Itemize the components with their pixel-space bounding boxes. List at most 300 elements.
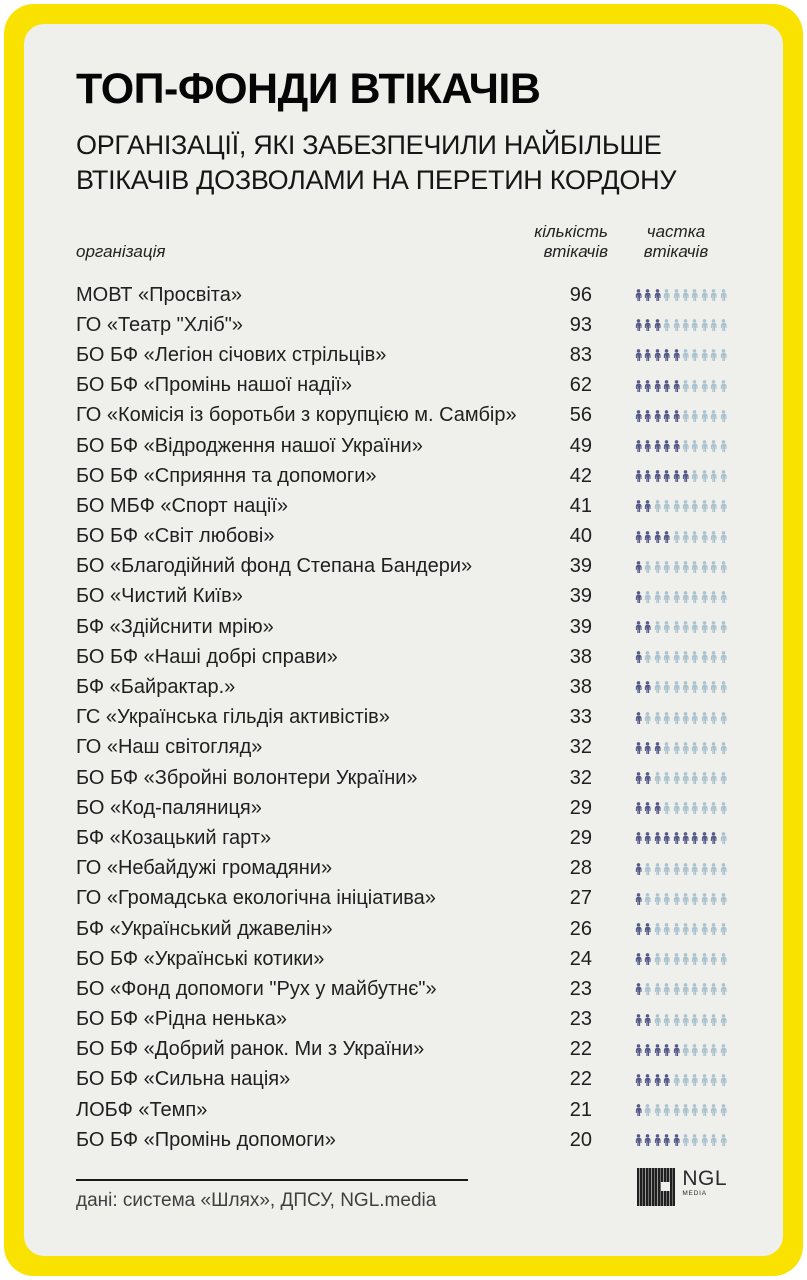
person-icon	[634, 410, 643, 422]
org-name: БО «Код-паляниця»	[76, 796, 262, 819]
count-value: 38	[569, 676, 592, 699]
person-icon	[653, 410, 662, 422]
table-row	[76, 1035, 731, 1065]
footer	[76, 1179, 468, 1212]
person-icon	[709, 349, 718, 361]
table-row	[76, 1095, 731, 1125]
count-value: 39	[569, 555, 592, 578]
person-icon	[653, 1104, 662, 1116]
share-pictogram	[634, 923, 731, 935]
person-icon	[672, 651, 681, 663]
person-icon	[690, 531, 699, 543]
share-pictogram	[634, 1044, 731, 1056]
person-icon	[653, 561, 662, 573]
person-icon	[709, 289, 718, 301]
person-icon	[709, 470, 718, 482]
count-value: 83	[569, 343, 592, 366]
count-value: 28	[569, 857, 592, 880]
person-icon	[700, 712, 709, 724]
person-icon	[690, 832, 699, 844]
count-value: 32	[569, 736, 592, 759]
person-icon	[634, 531, 643, 543]
org-name: БО БФ «Промінь допомоги»	[76, 1128, 336, 1151]
person-icon	[653, 319, 662, 331]
person-icon	[681, 440, 690, 452]
share-pictogram	[634, 470, 731, 482]
person-icon	[700, 380, 709, 392]
table-row	[76, 371, 731, 401]
person-icon	[681, 531, 690, 543]
person-icon	[662, 1134, 671, 1146]
person-icon	[709, 500, 718, 512]
person-icon	[634, 380, 643, 392]
person-icon	[690, 893, 699, 905]
person-icon	[700, 681, 709, 693]
table-row	[76, 763, 731, 793]
person-icon	[672, 1134, 681, 1146]
person-icon	[672, 319, 681, 331]
org-name: БО МБФ «Спорт нації»	[76, 494, 289, 517]
person-icon	[672, 923, 681, 935]
person-icon	[709, 410, 718, 422]
person-icon	[643, 893, 652, 905]
person-icon	[653, 802, 662, 814]
person-icon	[643, 349, 652, 361]
person-icon	[672, 1074, 681, 1086]
person-icon	[681, 863, 690, 875]
page-subtitle	[76, 128, 731, 198]
person-icon	[719, 681, 728, 693]
person-icon	[653, 440, 662, 452]
person-icon	[672, 289, 681, 301]
person-icon	[672, 802, 681, 814]
logo-subname: MEDIA	[682, 1190, 707, 1197]
person-icon	[662, 893, 671, 905]
person-icon	[643, 712, 652, 724]
share-pictogram	[634, 802, 731, 814]
person-icon	[700, 772, 709, 784]
person-icon	[690, 349, 699, 361]
table-row	[76, 1125, 731, 1155]
ngl-barcode-icon	[637, 1168, 675, 1206]
person-icon	[690, 500, 699, 512]
person-icon	[653, 742, 662, 754]
person-icon	[709, 983, 718, 995]
person-icon	[709, 863, 718, 875]
org-name: ГО «Небайдужі громадяни»	[76, 857, 333, 880]
person-icon	[653, 832, 662, 844]
table-row	[76, 642, 731, 672]
table-row	[76, 340, 731, 370]
share-pictogram	[634, 289, 731, 301]
rows	[76, 280, 731, 1155]
person-icon	[634, 983, 643, 995]
person-icon	[672, 500, 681, 512]
person-icon	[700, 1044, 709, 1056]
count-value: 38	[569, 645, 592, 668]
person-icon	[634, 681, 643, 693]
person-icon	[700, 500, 709, 512]
person-icon	[653, 621, 662, 633]
person-icon	[643, 500, 652, 512]
person-icon	[662, 681, 671, 693]
person-icon	[709, 621, 718, 633]
person-icon	[719, 531, 728, 543]
share-pictogram	[634, 531, 731, 543]
person-icon	[672, 681, 681, 693]
person-icon	[643, 561, 652, 573]
person-icon	[719, 923, 728, 935]
person-icon	[709, 742, 718, 754]
table-row	[76, 672, 731, 702]
person-icon	[681, 319, 690, 331]
person-icon	[719, 470, 728, 482]
person-icon	[634, 923, 643, 935]
person-icon	[681, 832, 690, 844]
person-icon	[653, 953, 662, 965]
person-icon	[634, 621, 643, 633]
person-icon	[662, 712, 671, 724]
person-icon	[719, 863, 728, 875]
count-value: 33	[569, 706, 592, 729]
org-name: МОВТ «Просвіта»	[76, 283, 242, 306]
org-name: БО БФ «Збройні волонтери України»	[76, 766, 418, 789]
person-icon	[634, 742, 643, 754]
person-icon	[643, 923, 652, 935]
person-icon	[643, 621, 652, 633]
person-icon	[634, 349, 643, 361]
table-row	[76, 552, 731, 582]
person-icon	[672, 893, 681, 905]
person-icon	[709, 591, 718, 603]
person-icon	[700, 832, 709, 844]
table-row	[76, 612, 731, 642]
person-icon	[662, 621, 671, 633]
person-icon	[681, 349, 690, 361]
person-icon	[672, 863, 681, 875]
table-row	[76, 823, 731, 853]
person-icon	[634, 289, 643, 301]
person-icon	[681, 893, 690, 905]
org-name: БО БФ «Легіон січових стрільців»	[76, 343, 387, 366]
person-icon	[690, 621, 699, 633]
person-icon	[681, 983, 690, 995]
person-icon	[681, 712, 690, 724]
share-pictogram	[634, 561, 731, 573]
person-icon	[690, 712, 699, 724]
share-pictogram	[634, 983, 731, 995]
person-icon	[662, 923, 671, 935]
person-icon	[719, 712, 728, 724]
person-icon	[719, 1074, 728, 1086]
person-icon	[653, 1014, 662, 1026]
person-icon	[681, 380, 690, 392]
person-icon	[653, 1044, 662, 1056]
count-value: 56	[569, 404, 592, 427]
person-icon	[719, 591, 728, 603]
person-icon	[700, 1134, 709, 1146]
person-icon	[653, 349, 662, 361]
person-icon	[643, 289, 652, 301]
share-pictogram	[634, 893, 731, 905]
person-icon	[700, 923, 709, 935]
person-icon	[672, 742, 681, 754]
table-row	[76, 914, 731, 944]
person-icon	[672, 772, 681, 784]
person-icon	[700, 561, 709, 573]
person-icon	[719, 802, 728, 814]
person-icon	[681, 621, 690, 633]
person-icon	[719, 380, 728, 392]
table-row	[76, 884, 731, 914]
person-icon	[662, 1074, 671, 1086]
person-icon	[634, 1104, 643, 1116]
person-icon	[634, 440, 643, 452]
count-value: 96	[569, 283, 592, 306]
org-name: БО БФ «Сильна нація»	[76, 1068, 291, 1091]
person-icon	[634, 561, 643, 573]
person-icon	[653, 893, 662, 905]
person-icon	[719, 772, 728, 784]
person-icon	[672, 349, 681, 361]
person-icon	[662, 591, 671, 603]
count-value: 23	[569, 977, 592, 1000]
person-icon	[681, 923, 690, 935]
person-icon	[709, 832, 718, 844]
person-icon	[709, 651, 718, 663]
person-icon	[653, 470, 662, 482]
person-icon	[653, 500, 662, 512]
person-icon	[690, 863, 699, 875]
person-icon	[700, 1014, 709, 1026]
person-icon	[690, 1014, 699, 1026]
org-name: БО БФ «Відродження нашої України»	[76, 434, 423, 457]
person-icon	[634, 1044, 643, 1056]
person-icon	[709, 531, 718, 543]
subtitle-line-2: ВТІКАЧІВ ДОЗВОЛАМИ НА ПЕРЕТИН КОРДОНУ	[76, 165, 677, 195]
person-icon	[653, 380, 662, 392]
person-icon	[643, 772, 652, 784]
person-icon	[719, 983, 728, 995]
table-row	[76, 1065, 731, 1095]
ngl-barcode-notch	[661, 1182, 670, 1191]
table-row	[76, 431, 731, 461]
person-icon	[634, 953, 643, 965]
person-icon	[700, 953, 709, 965]
table-row	[76, 703, 731, 733]
person-icon	[643, 651, 652, 663]
org-name: БО «Чистий Київ»	[76, 585, 243, 608]
person-icon	[719, 1044, 728, 1056]
count-value: 20	[569, 1128, 592, 1151]
count-value: 49	[569, 434, 592, 457]
person-icon	[719, 1134, 728, 1146]
org-name: ГО «Наш світогляд»	[76, 736, 263, 759]
person-icon	[634, 651, 643, 663]
table-row	[76, 522, 731, 552]
org-name: БО БФ «Сприяння та допомоги»	[76, 464, 377, 487]
person-icon	[634, 1074, 643, 1086]
person-icon	[672, 621, 681, 633]
person-icon	[662, 289, 671, 301]
person-icon	[662, 1044, 671, 1056]
org-name: БО «Фонд допомоги "Рух у майбутнє"»	[76, 977, 437, 1000]
org-name: БО БФ «Наші добрі справи»	[76, 645, 338, 668]
person-icon	[700, 863, 709, 875]
share-pictogram	[634, 1104, 731, 1116]
person-icon	[634, 893, 643, 905]
person-icon	[634, 500, 643, 512]
person-icon	[681, 681, 690, 693]
share-pictogram	[634, 621, 731, 633]
person-icon	[662, 863, 671, 875]
person-icon	[643, 470, 652, 482]
person-icon	[690, 681, 699, 693]
org-name: ГО «Комісія із боротьби з корупцією м. Самбір»	[76, 404, 517, 427]
person-icon	[681, 591, 690, 603]
table-row	[76, 974, 731, 1004]
person-icon	[643, 1044, 652, 1056]
person-icon	[634, 832, 643, 844]
person-icon	[700, 349, 709, 361]
person-icon	[662, 772, 671, 784]
share-pictogram	[634, 319, 731, 331]
yellow-frame	[4, 4, 803, 1276]
share-pictogram	[634, 591, 731, 603]
count-value: 39	[569, 615, 592, 638]
person-icon	[709, 923, 718, 935]
person-icon	[719, 832, 728, 844]
person-icon	[681, 1014, 690, 1026]
person-icon	[643, 380, 652, 392]
person-icon	[662, 500, 671, 512]
person-icon	[681, 470, 690, 482]
person-icon	[653, 712, 662, 724]
person-icon	[690, 440, 699, 452]
person-icon	[681, 802, 690, 814]
column-header-count: кількість втікачів	[534, 222, 608, 261]
person-icon	[681, 1074, 690, 1086]
person-icon	[681, 742, 690, 754]
person-icon	[709, 1044, 718, 1056]
person-icon	[672, 712, 681, 724]
count-value: 29	[569, 826, 592, 849]
person-icon	[690, 1074, 699, 1086]
person-icon	[653, 591, 662, 603]
person-icon	[662, 470, 671, 482]
person-icon	[672, 410, 681, 422]
person-icon	[662, 651, 671, 663]
org-name: БФ «Козацький гарт»	[76, 826, 272, 849]
person-icon	[690, 591, 699, 603]
person-icon	[653, 651, 662, 663]
person-icon	[709, 681, 718, 693]
person-icon	[700, 893, 709, 905]
person-icon	[690, 470, 699, 482]
person-icon	[643, 983, 652, 995]
person-icon	[643, 681, 652, 693]
person-icon	[653, 289, 662, 301]
person-icon	[634, 470, 643, 482]
person-icon	[690, 561, 699, 573]
person-icon	[634, 1134, 643, 1146]
table-row	[76, 582, 731, 612]
person-icon	[700, 802, 709, 814]
person-icon	[700, 1104, 709, 1116]
person-icon	[672, 1014, 681, 1026]
person-icon	[662, 380, 671, 392]
person-icon	[690, 651, 699, 663]
person-icon	[662, 410, 671, 422]
table-row	[76, 944, 731, 974]
person-icon	[634, 712, 643, 724]
person-icon	[700, 319, 709, 331]
org-name: БО БФ «Рідна ненька»	[76, 1008, 288, 1031]
share-pictogram	[634, 380, 731, 392]
person-icon	[690, 1134, 699, 1146]
person-icon	[709, 1134, 718, 1146]
person-icon	[672, 591, 681, 603]
count-value: 22	[569, 1038, 592, 1061]
person-icon	[643, 440, 652, 452]
count-value: 40	[569, 525, 592, 548]
person-icon	[653, 1074, 662, 1086]
share-pictogram	[634, 832, 731, 844]
person-icon	[719, 500, 728, 512]
table-row	[76, 793, 731, 823]
count-value: 42	[569, 464, 592, 487]
share-pictogram	[634, 712, 731, 724]
person-icon	[719, 349, 728, 361]
person-icon	[662, 440, 671, 452]
person-icon	[709, 802, 718, 814]
person-icon	[719, 742, 728, 754]
person-icon	[662, 742, 671, 754]
count-value: 22	[569, 1068, 592, 1091]
share-pictogram	[634, 440, 731, 452]
person-icon	[643, 410, 652, 422]
person-icon	[700, 742, 709, 754]
person-icon	[719, 561, 728, 573]
person-icon	[643, 1134, 652, 1146]
share-pictogram	[634, 1074, 731, 1086]
person-icon	[719, 1014, 728, 1026]
person-icon	[690, 380, 699, 392]
person-icon	[700, 470, 709, 482]
org-name: БО БФ «Українські котики»	[76, 947, 325, 970]
count-value: 21	[569, 1098, 592, 1121]
person-icon	[690, 1044, 699, 1056]
person-icon	[653, 772, 662, 784]
person-icon	[643, 1074, 652, 1086]
person-icon	[700, 289, 709, 301]
person-icon	[681, 953, 690, 965]
table-row	[76, 401, 731, 431]
person-icon	[690, 923, 699, 935]
person-icon	[662, 319, 671, 331]
person-icon	[662, 561, 671, 573]
person-icon	[653, 983, 662, 995]
table-row	[76, 733, 731, 763]
person-icon	[709, 440, 718, 452]
share-pictogram	[634, 742, 731, 754]
column-header-organization: організація	[76, 242, 166, 261]
person-icon	[719, 893, 728, 905]
person-icon	[700, 531, 709, 543]
person-icon	[690, 319, 699, 331]
person-icon	[643, 591, 652, 603]
person-icon	[709, 561, 718, 573]
